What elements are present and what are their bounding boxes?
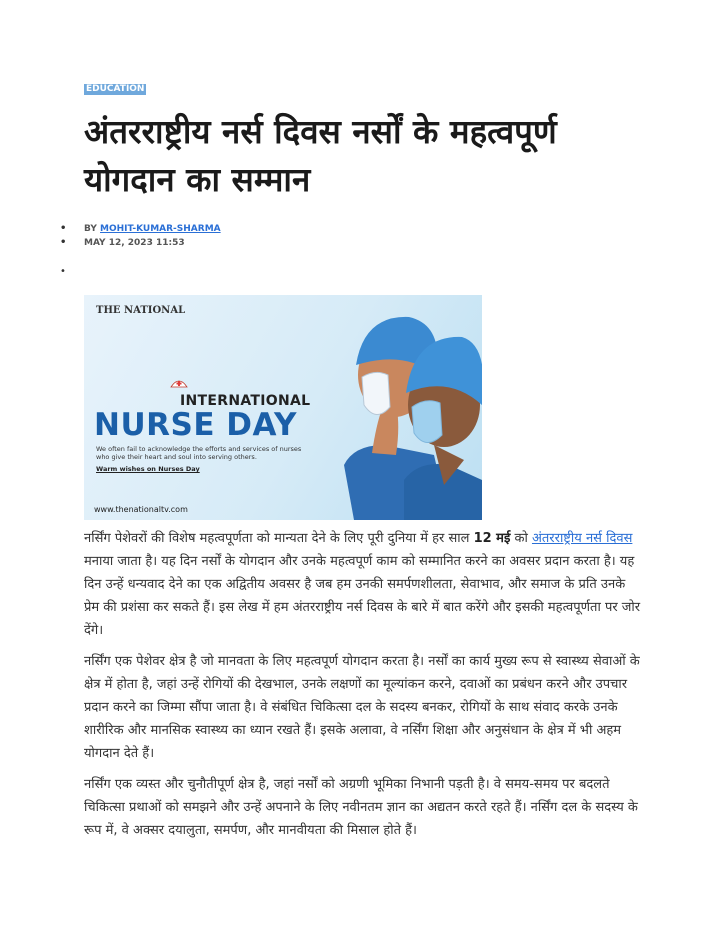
brand-logo: THE NATIONAL bbox=[96, 305, 186, 316]
nurse-cap-icon bbox=[170, 377, 188, 389]
category-tag[interactable]: EDUCATION bbox=[86, 84, 145, 94]
hero-wish: Warm wishes on Nurses Day bbox=[96, 465, 200, 473]
article-title: अंतरराष्ट्रीय नर्स दिवस नर्सों के महत्वपूर्ण योगदान का सम्मान bbox=[84, 112, 557, 199]
p1-text-mid: को bbox=[510, 531, 532, 546]
empty-bullet: • bbox=[60, 266, 66, 277]
by-label: BY bbox=[84, 224, 97, 234]
nurse-day-link[interactable]: अंतरराष्ट्रीय नर्स दिवस bbox=[531, 531, 633, 546]
paragraph-2: नर्सिंग एक पेशेवर क्षेत्र है जो मानवता के लिए महत्वपूर्ण योगदान करता है। नर्सों का कार्य मुख्य रूप से स्वास्थ्य सेवाओं के क्षेत्र में होता है, जहां उन्हें रोगियों की देखभाल, उनके लक्षणों का मूल्यांकन करने, दवाओं का प्रबंधन करने और उपचार प्रदान करने का जिम्मा सौंपा जाता है। वे संबंधित चिकित्सा दल के सदस्य बनकर, रोगियों के साथ संवाद करके उनके शारीरिक और मानसिक स्वास्थ्य का ध्यान रखते हैं। इसके अलावा, वे नर्सिंग शिक्षा और अनुसंधान के क्षेत्र में भी अहम योगदान देते हैं। bbox=[84, 654, 640, 761]
author-line bbox=[60, 222, 221, 236]
date-text: MAY 12, 2023 11:53 bbox=[84, 238, 185, 248]
hero-heading-small: INTERNATIONAL bbox=[180, 393, 311, 409]
hero-image bbox=[84, 295, 482, 520]
p1-text-end: मनाया जाता है। यह दिन नर्सों के योगदान और उनके महत्वपूर्ण काम को सम्मानित करने का अवसर प्रदान करता है। यह दिन उन्हें धन्यवाद देने का एक अद्वितीय अवसर है जब हम उनकी समर्पणशीलता, सेवाभाव, और समाज के प्रति उनके प्रेम की प्रशंसा कर सकते हैं। इस लेख में हम अंतरराष्ट्रीय नर्स दिवस के बारे में बात करेंगे और इसकी महत्वपूर्णता पर जोर देंगे। bbox=[84, 554, 641, 638]
p1-date-bold: 12 मई bbox=[473, 531, 511, 546]
article-meta bbox=[60, 222, 221, 250]
publish-date bbox=[60, 236, 221, 250]
hero-heading-large: NURSE DAY bbox=[94, 407, 297, 443]
paragraph-1 bbox=[84, 527, 644, 642]
paragraph-3: नर्सिंग एक व्यस्त और चुनौतीपूर्ण क्षेत्र है, जहां नर्सों को अग्रणी भूमिका निभानी पड़ती है। वे समय-समय पर बदलते चिकित्सा प्रथाओं को समझने और उन्हें अपनाने के लिए नवीनतम ज्ञान का अद्यतन करते रहते हैं। नर्सिंग दल के सदस्य के रूप में, वे अक्सर दयालुता, समर्पण, और मानवीयता की मिसाल होते हैं। bbox=[84, 777, 638, 838]
hero-url: www.thenationaltv.com bbox=[94, 505, 188, 514]
author-link[interactable]: MOHIT-KUMAR-SHARMA bbox=[100, 224, 221, 234]
p1-text-start: नर्सिंग पेशेवरों की विशेष महत्वपूर्णता को मान्यता देने के लिए पूरी दुनिया में हर साल bbox=[84, 531, 474, 546]
hero-subtext: We often fail to acknowledge the efforts and services of nurses who give their heart and soul into serving others. bbox=[96, 445, 302, 461]
nurses-illustration bbox=[284, 295, 482, 520]
